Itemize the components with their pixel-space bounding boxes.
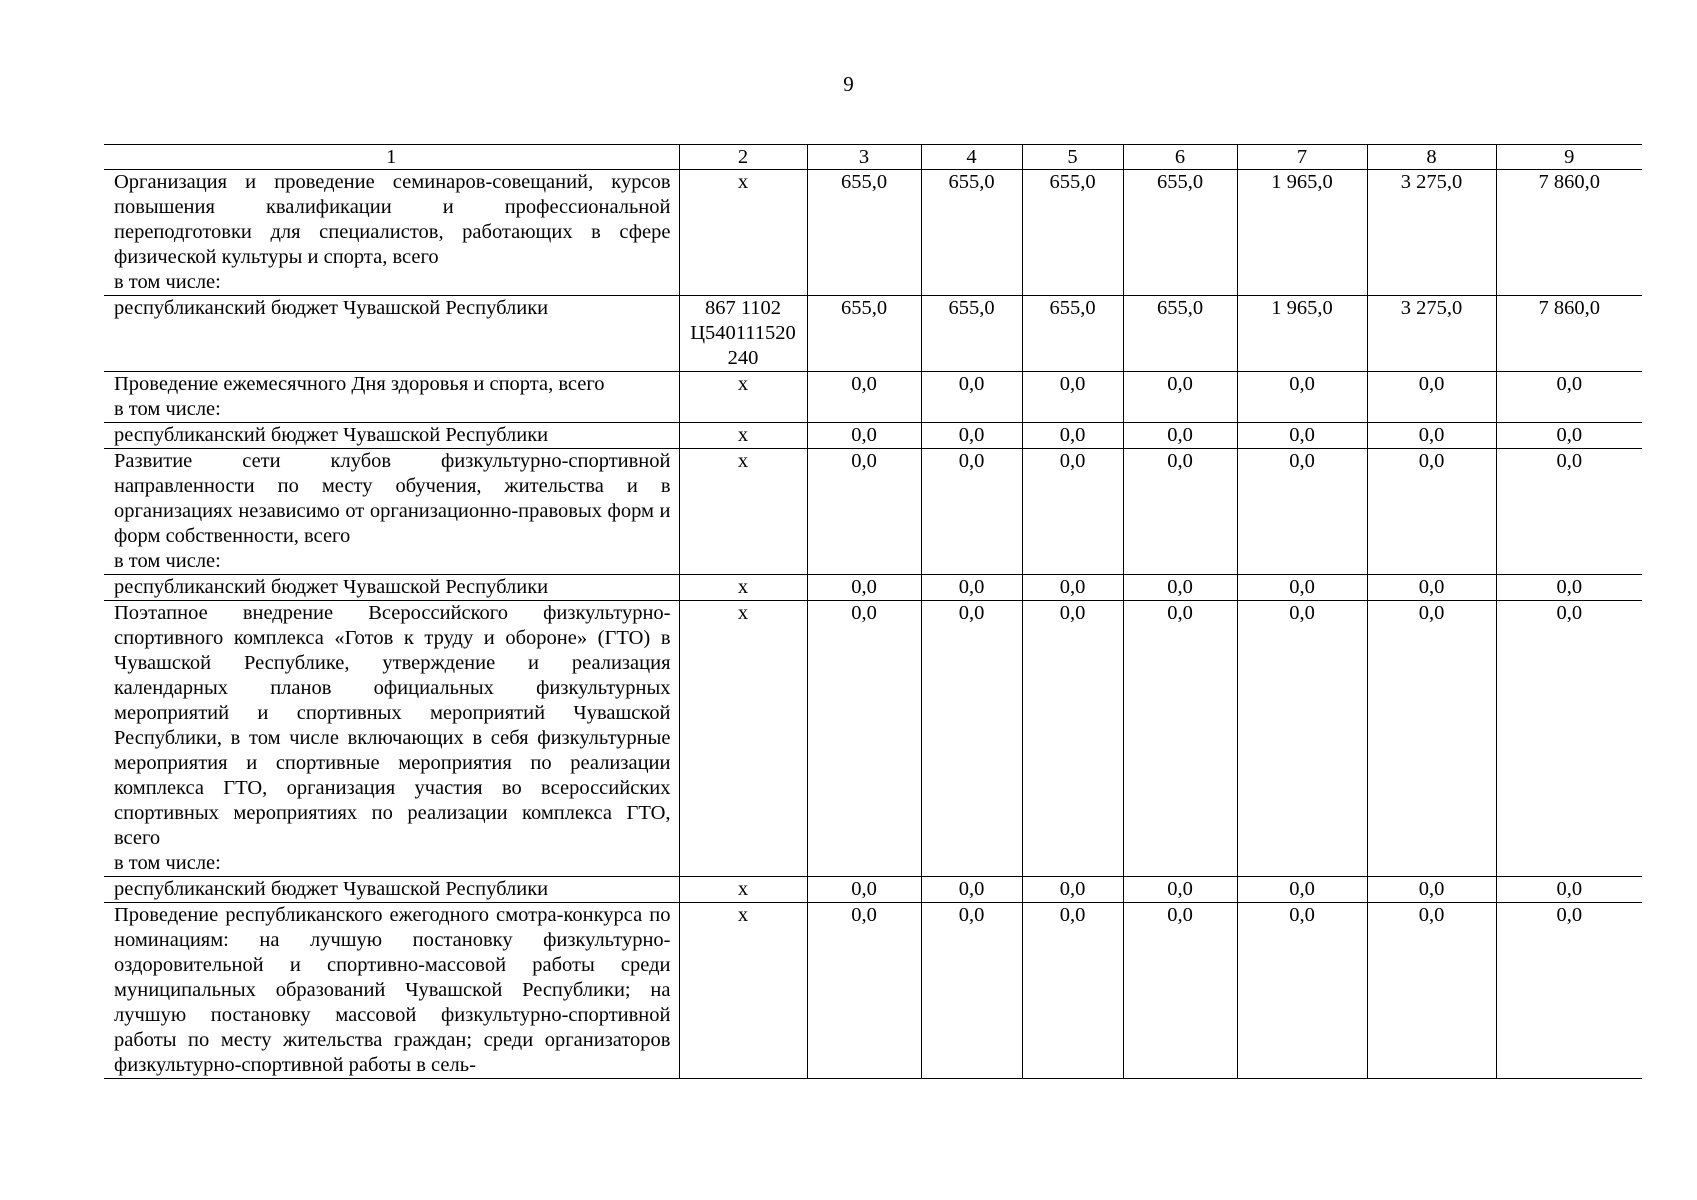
table-row: [104, 423, 1642, 449]
value-cell-col-4: 655,0: [921, 296, 1022, 372]
table-row: [104, 601, 1642, 877]
value-cell-col-6: 0,0: [1123, 372, 1237, 423]
value-cell-col-4: 0,0: [921, 423, 1022, 449]
value-cell-col-5: 0,0: [1022, 449, 1123, 575]
row-name: Проведение республиканского ежегодного смотра-конкурса по номинациям: на лучшую постановку физкультурно-оздоровительной и спортивно-массовой работы среди муниципальных образований Чувашской Республики; на лучшую постановку массовой физкультурно-спортивной работы по месту жительства граждан; среди организаторов физкультурно-спортивной работы в сель-: [114, 904, 671, 1076]
value-cell-col-6: 655,0: [1123, 296, 1237, 372]
row-name-cell: [104, 372, 679, 423]
budget-code-cell: x: [679, 423, 807, 449]
value-cell-col-9: 7 860,0: [1496, 170, 1642, 296]
row-name-cell: [104, 903, 679, 1079]
value-cell-col-7: 0,0: [1237, 601, 1367, 877]
row-name-cell: [104, 296, 679, 372]
value-cell-col-4: 655,0: [921, 170, 1022, 296]
value-cell-col-9: 0,0: [1496, 449, 1642, 575]
value-cell-col-5: 0,0: [1022, 601, 1123, 877]
value-cell-col-3: 0,0: [807, 877, 921, 903]
value-cell-col-4: 0,0: [921, 877, 1022, 903]
value-cell-col-9: 0,0: [1496, 423, 1642, 449]
value-cell-col-6: 0,0: [1123, 601, 1237, 877]
row-subtitle: в том числе:: [114, 398, 221, 420]
row-name-cell: [104, 575, 679, 601]
row-name: республиканский бюджет Чувашской Республики: [114, 576, 549, 598]
column-header-3: 3: [807, 145, 921, 170]
table-row: [104, 903, 1642, 1079]
table-row: [104, 296, 1642, 372]
row-name-cell: [104, 170, 679, 296]
column-header-5: 5: [1022, 145, 1123, 170]
value-cell-col-5: 0,0: [1022, 877, 1123, 903]
value-cell-col-9: 0,0: [1496, 372, 1642, 423]
value-cell-col-3: 0,0: [807, 601, 921, 877]
row-subtitle: в том числе:: [114, 271, 221, 293]
value-cell-col-5: 0,0: [1022, 903, 1123, 1079]
row-name-cell: [104, 877, 679, 903]
value-cell-col-8: 0,0: [1367, 423, 1496, 449]
row-subtitle: в том числе:: [114, 852, 221, 874]
row-name-cell: [104, 601, 679, 877]
value-cell-col-8: 0,0: [1367, 575, 1496, 601]
value-cell-col-9: 0,0: [1496, 601, 1642, 877]
table-body: [104, 170, 1642, 1079]
budget-code-cell: x: [679, 372, 807, 423]
value-cell-col-7: 0,0: [1237, 423, 1367, 449]
row-name: Проведение ежемесячного Дня здоровья и спорта, всего: [114, 373, 605, 395]
budget-code-cell: 867 1102 Ц540111520 240: [679, 296, 807, 372]
value-cell-col-3: 0,0: [807, 423, 921, 449]
value-cell-col-7: 1 965,0: [1237, 170, 1367, 296]
value-cell-col-3: 0,0: [807, 903, 921, 1079]
budget-code-cell: x: [679, 903, 807, 1079]
budget-code-cell: x: [679, 170, 807, 296]
value-cell-col-5: 0,0: [1022, 575, 1123, 601]
column-header-8: 8: [1367, 145, 1496, 170]
row-name: республиканский бюджет Чувашской Республики: [114, 878, 549, 900]
column-header-9: 9: [1496, 145, 1642, 170]
row-name: Поэтапное внедрение Всероссийского физкультурно-спортивного комплекса «Готов к труду и обороне» (ГТО) в Чувашской Республике, утверждение и реализация календарных планов официальных физкультурных мероприятий и спортивных мероприятий Чувашской Республики, в том числе включающих в себя физкультурные мероприятия и спортивные мероприятия по реализации комплекса ГТО, организация участия во всероссийских спортивных мероприятиях по реализации комплекса ГТО, всего: [114, 602, 671, 849]
column-header-4: 4: [921, 145, 1022, 170]
column-header-1: 1: [104, 145, 679, 170]
budget-code-cell: x: [679, 601, 807, 877]
value-cell-col-8: 3 275,0: [1367, 170, 1496, 296]
value-cell-col-5: 655,0: [1022, 170, 1123, 296]
value-cell-col-3: 0,0: [807, 575, 921, 601]
header-row: [104, 145, 1642, 170]
value-cell-col-9: 0,0: [1496, 877, 1642, 903]
value-cell-col-6: 655,0: [1123, 170, 1237, 296]
value-cell-col-7: 0,0: [1237, 449, 1367, 575]
value-cell-col-8: 0,0: [1367, 449, 1496, 575]
value-cell-col-3: 655,0: [807, 170, 921, 296]
row-name-cell: [104, 449, 679, 575]
value-cell-col-9: 0,0: [1496, 575, 1642, 601]
row-name: Организация и проведение семинаров-совещаний, курсов повышения квалификации и профессиональной переподготовки для специалистов, работающих в сфере физической культуры и спорта, всего: [114, 171, 671, 268]
budget-table: [104, 144, 1642, 1079]
value-cell-col-6: 0,0: [1123, 423, 1237, 449]
value-cell-col-8: 0,0: [1367, 372, 1496, 423]
row-name: республиканский бюджет Чувашской Республики: [114, 297, 549, 319]
budget-code-cell: x: [679, 449, 807, 575]
value-cell-col-7: 1 965,0: [1237, 296, 1367, 372]
page-number: 9: [843, 72, 854, 96]
row-subtitle: в том числе:: [114, 550, 221, 572]
column-header-7: 7: [1237, 145, 1367, 170]
value-cell-col-6: 0,0: [1123, 903, 1237, 1079]
row-name: Развитие сети клубов физкультурно-спортивной направленности по месту обучения, жительства и в организациях независимо от организационно-правовых форм и форм собственности, всего: [114, 450, 671, 547]
value-cell-col-5: 655,0: [1022, 296, 1123, 372]
value-cell-col-3: 0,0: [807, 449, 921, 575]
value-cell-col-8: 0,0: [1367, 877, 1496, 903]
table-row: [104, 575, 1642, 601]
value-cell-col-7: 0,0: [1237, 903, 1367, 1079]
value-cell-col-6: 0,0: [1123, 877, 1237, 903]
table-row: [104, 449, 1642, 575]
value-cell-col-4: 0,0: [921, 601, 1022, 877]
column-header-6: 6: [1123, 145, 1237, 170]
row-name: республиканский бюджет Чувашской Республики: [114, 424, 549, 446]
column-header-2: 2: [679, 145, 807, 170]
value-cell-col-6: 0,0: [1123, 449, 1237, 575]
value-cell-col-7: 0,0: [1237, 372, 1367, 423]
table-row: [104, 877, 1642, 903]
value-cell-col-4: 0,0: [921, 575, 1022, 601]
value-cell-col-9: 0,0: [1496, 903, 1642, 1079]
value-cell-col-6: 0,0: [1123, 575, 1237, 601]
value-cell-col-3: 655,0: [807, 296, 921, 372]
value-cell-col-7: 0,0: [1237, 877, 1367, 903]
value-cell-col-5: 0,0: [1022, 372, 1123, 423]
value-cell-col-3: 0,0: [807, 372, 921, 423]
value-cell-col-8: 0,0: [1367, 903, 1496, 1079]
row-name-cell: [104, 423, 679, 449]
table-row: [104, 170, 1642, 296]
value-cell-col-4: 0,0: [921, 903, 1022, 1079]
table-row: [104, 372, 1642, 423]
budget-code-cell: x: [679, 575, 807, 601]
value-cell-col-5: 0,0: [1022, 423, 1123, 449]
budget-code-cell: x: [679, 877, 807, 903]
value-cell-col-4: 0,0: [921, 449, 1022, 575]
value-cell-col-9: 7 860,0: [1496, 296, 1642, 372]
value-cell-col-4: 0,0: [921, 372, 1022, 423]
value-cell-col-8: 3 275,0: [1367, 296, 1496, 372]
value-cell-col-7: 0,0: [1237, 575, 1367, 601]
value-cell-col-8: 0,0: [1367, 601, 1496, 877]
